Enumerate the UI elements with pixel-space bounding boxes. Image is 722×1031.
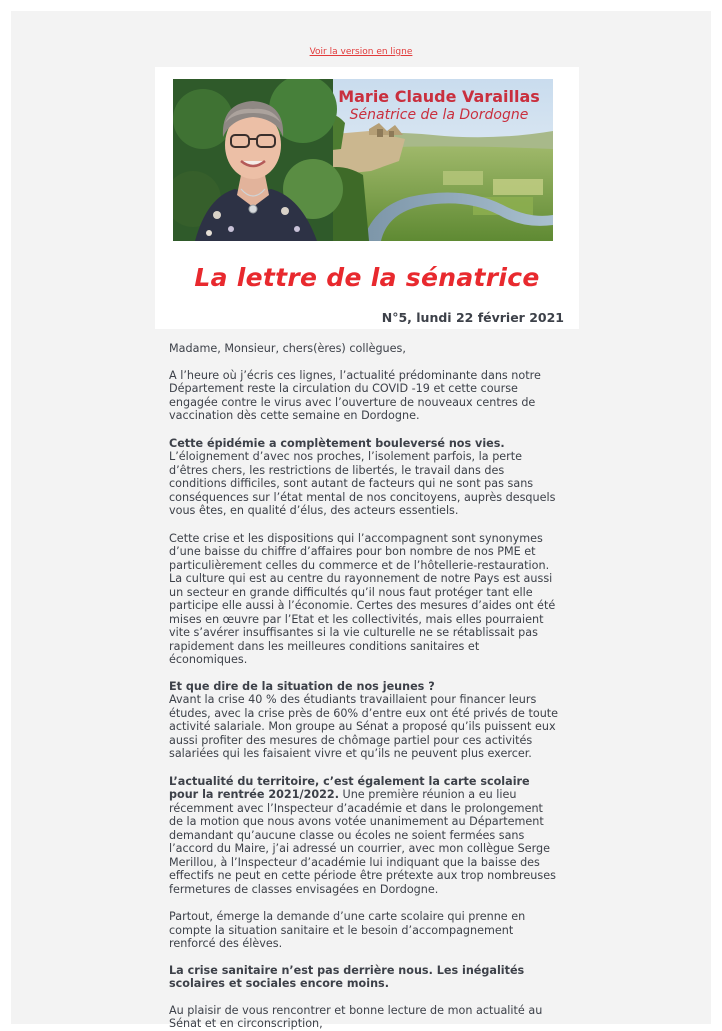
paragraph-youth: [169, 680, 559, 761]
paragraph-closing: Au plaisir de vous rencontrer et bonne lecture de mon actualité au Sénat et en circonscription,: [169, 1003, 543, 1030]
paragraph-demand: Partout, émerge la demande d’une carte scolaire qui prenne en compte la situation sanitaire et le besoin d’accompagnement renforcé des élèves.: [169, 910, 526, 950]
letter-body: [169, 342, 559, 1031]
banner-senator-name: Marie Claude Varaillas: [338, 87, 540, 106]
view-online-link[interactable]: Voir la version en ligne: [309, 47, 413, 57]
greeting: Madame, Monsieur, chers(ères) collègues,: [169, 342, 406, 355]
issue-number-date: N°5, lundi 22 février 2021: [381, 310, 564, 325]
paragraph-youth-heading: Et que dire de la situation de nos jeunes ?: [169, 679, 435, 693]
banner-image: [173, 79, 553, 241]
paragraph-covid: A l’heure où j’écris ces lignes, l’actualité prédominante dans notre Département reste la circulation du COVID -19 et cette course engagée contre le virus avec l’ouverture de nouveaux centres de vaccination dès cette semaine en Dordogne.: [169, 368, 541, 422]
paragraph-school-map-heading: L’actualité du territoire, c’est également la carte scolaire pour la rentrée 2021/2022.: [169, 774, 530, 801]
paragraph-epidemic-heading: Cette épidémie a complètement bouleversé nos vies.: [169, 436, 505, 450]
paragraph-epidemic-text: L’éloignement d’avec nos proches, l’isolement parfois, la perte d’êtres chers, les restrictions de libertés, le travail dans des conditions difficiles, sont autant de facteurs qui ne sont pas sans conséquences sur l’état mental de nos concitoyens, auprès desquels vous êtes, en qualité d’élus, des acteurs essentiels.: [169, 450, 556, 517]
banner-senator-role: Sénatrice de la Dordogne: [349, 107, 529, 123]
paragraph-economy: Cette crise et les dispositions qui l’accompagnent sont synonymes d’une baisse du chiffre d’affaires pour bon nombre de nos PME et particulièrement celles du commerce et de l’hôtellerie-restauration. La culture qui est au centre du rayonnement de notre Pays est aussi un secteur en grande difficultés qu’il nous faut protéger tant elle participe elle aussi à l’économie. Certes des mesures d’aides ont été mises en œuvre par l’Etat et les collectivités, mais elles pourraient vite s’avérer insuffisantes si la vie culturelle ne se rétablissait pas rapidement dans les meilleures conditions sanitaires et économiques.: [169, 531, 556, 666]
paragraph-school-map: [169, 775, 559, 897]
paragraph-school-map-text: Une première réunion a eu lieu récemment avec l’Inspecteur d’académie et dans le prolongement de la motion que nous avons votée unanimement au Département demandant qu’aucune classe ou écoles ne soient fermées sans l’accord du Maire, j’ai adressé un courrier, avec mon collègue Serge Merillou, à l’Inspecteur d’académie lui indiquant que la baisse des effectifs ne peut en cette période être prétexte aux trop nombreuses fermetures de classes envisagées en Dordogne.: [169, 788, 556, 896]
header-card: [155, 67, 579, 329]
paragraph-inequalities: [169, 964, 559, 991]
paragraph-youth-text: Avant la crise 40 % des étudiants travaillaient pour financer leurs études, avec la crise près de 60% d’entre eux ont été privés de toute activité salariale. Mon groupe au Sénat a proposé qu’ils puissent eux aussi profiter des mesures de chômage partiel pour ces activités salariées qui les faisaient vivre et qu’ils ne peuvent plus exercer.: [169, 693, 559, 760]
paragraph-epidemic: [169, 437, 559, 518]
newsletter-page: [11, 11, 711, 1030]
paragraph-inequalities-heading: La crise sanitaire n’est pas derrière nous. Les inégalités scolaires et sociales encore moins.: [169, 963, 525, 990]
newsletter-title: La lettre de la sénatrice: [194, 263, 540, 292]
